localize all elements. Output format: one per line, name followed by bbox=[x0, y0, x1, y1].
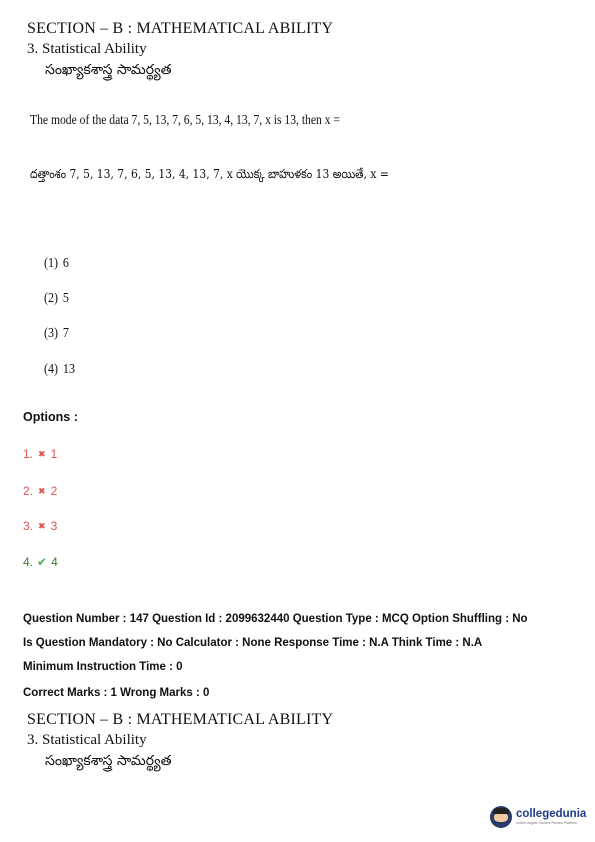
meta-line-1: Question Number : 147 Question Id : 2099632440 Question Type : MCQ Option Shuffling : No bbox=[23, 613, 528, 625]
option-index: 2. bbox=[23, 484, 34, 498]
choice-1 bbox=[44, 256, 69, 272]
meta-line-4: Correct Marks : 1 Wrong Marks : 0 bbox=[23, 687, 210, 699]
choice-text: 5 bbox=[62, 291, 69, 306]
cross-icon: ✖ bbox=[38, 520, 46, 531]
choice-number: (2) bbox=[44, 291, 59, 306]
option-index: 1. bbox=[23, 447, 34, 461]
option-1 bbox=[23, 447, 57, 461]
option-3 bbox=[23, 519, 57, 533]
option-4 bbox=[23, 555, 58, 569]
meta-line-2: Is Question Mandatory : No Calculator : None Response Time : N.A Think Time : N.A bbox=[23, 637, 483, 649]
logo-name: collegedunia bbox=[516, 807, 587, 820]
option-index: 3. bbox=[23, 519, 34, 533]
question-telugu: దత్తాంశం 7, 5, 13, 7, 6, 5, 13, 4, 13, 7, x యొక్క బాహుళకం 13 అయితే, x = bbox=[30, 166, 389, 181]
cross-icon: ✖ bbox=[38, 485, 46, 496]
choice-2 bbox=[44, 291, 69, 307]
option-value: 1 bbox=[50, 447, 58, 461]
choice-text: 7 bbox=[62, 326, 69, 341]
topic-title-telugu: సంఖ్యాకశాస్త్ర సామర్థ్యత bbox=[45, 753, 172, 769]
section-title: SECTION – B : MATHEMATICAL ABILITY bbox=[27, 20, 334, 37]
topic-title: 3. Statistical Ability bbox=[27, 41, 147, 57]
choice-3 bbox=[44, 326, 69, 342]
choice-text: 13 bbox=[62, 362, 75, 377]
topic-title-telugu: సంఖ్యాకశాస్త్ర సామర్థ్యత bbox=[45, 62, 172, 78]
options-label: Options : bbox=[23, 410, 78, 424]
option-index: 4. bbox=[23, 555, 34, 569]
option-value: 3 bbox=[50, 519, 58, 533]
cross-icon: ✖ bbox=[38, 448, 46, 459]
choice-number: (3) bbox=[44, 326, 59, 341]
collegedunia-logo bbox=[490, 802, 590, 832]
choice-number: (4) bbox=[44, 362, 59, 377]
choice-text: 6 bbox=[62, 256, 69, 271]
question-english: The mode of the data 7, 5, 13, 7, 6, 5, 13, 4, 13, 7, x is 13, then x = bbox=[30, 112, 340, 127]
option-value: 2 bbox=[50, 484, 58, 498]
option-2 bbox=[23, 484, 57, 498]
check-icon: ✔ bbox=[37, 555, 48, 569]
topic-title: 3. Statistical Ability bbox=[27, 732, 147, 748]
choice-number: (1) bbox=[44, 256, 59, 271]
logo-tagline: India's largest Student Review Platform bbox=[516, 821, 577, 825]
choice-4 bbox=[44, 362, 75, 378]
section-title: SECTION – B : MATHEMATICAL ABILITY bbox=[27, 711, 334, 728]
meta-line-3: Minimum Instruction Time : 0 bbox=[23, 661, 183, 673]
option-value: 4 bbox=[51, 555, 58, 569]
mascot-icon bbox=[490, 806, 512, 828]
